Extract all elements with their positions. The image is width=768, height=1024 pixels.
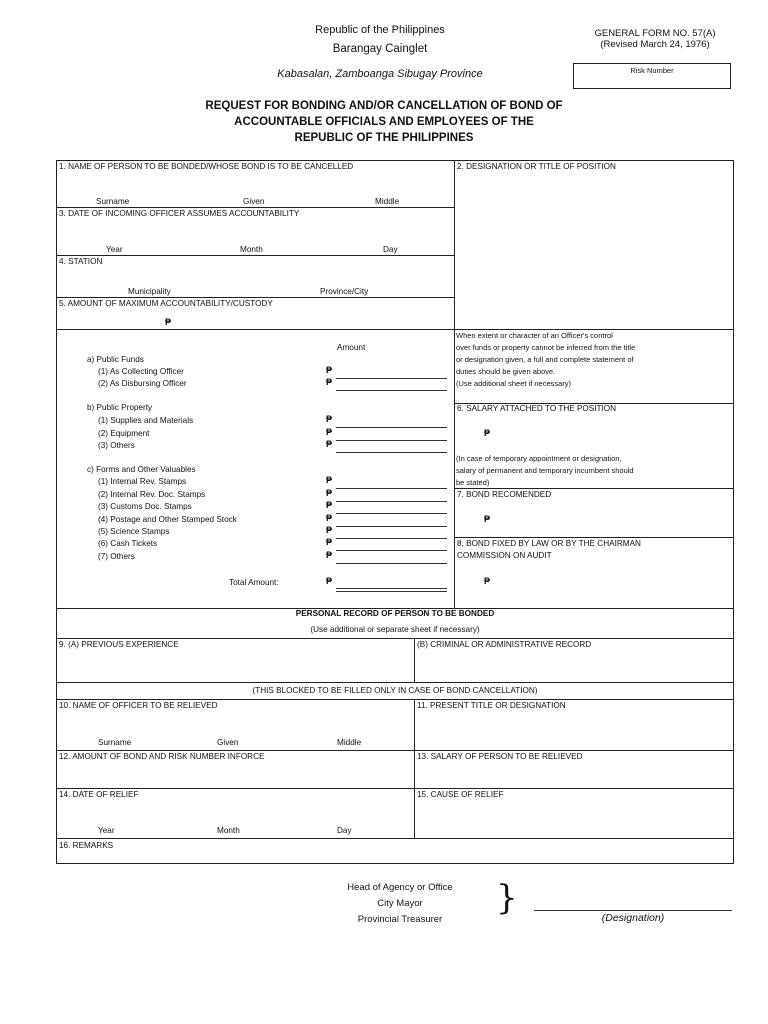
location: Kabasalan, Zamboanga Sibugay Province xyxy=(277,68,483,80)
field-8-label-2: COMMISSION ON AUDIT xyxy=(457,551,552,560)
peso-sign: ₱ xyxy=(326,377,333,387)
peso-sign: ₱ xyxy=(326,513,333,523)
note-1-line-1: When extent or character of an Officer's control xyxy=(456,331,613,340)
title-line-2: ACCOUNTABLE OFFICIALS AND EMPLOYEES OF THE xyxy=(234,116,534,128)
peso-sign: ₱ xyxy=(326,414,333,424)
signatory-line-1: Head of Agency or Office xyxy=(347,882,453,893)
field-3-month: Month xyxy=(240,245,263,254)
field-10-label: 10. NAME OF OFFICER TO BE RELIEVED xyxy=(59,701,218,710)
forms-valuables-label: c) Forms and Other Valuables xyxy=(87,465,196,474)
c4-label: (4) Postage and Other Stamped Stock xyxy=(98,515,237,524)
designation-signature-line[interactable] xyxy=(534,910,732,911)
field-9b-label: (B) CRIMINAL OR ADMINISTRATIVE RECORD xyxy=(417,640,592,649)
brace-icon: } xyxy=(496,878,518,918)
field-14-label: 14. DATE OF RELIEF xyxy=(59,790,139,799)
field-16-label: 16. REMARKS xyxy=(59,841,114,850)
risk-number-box[interactable] xyxy=(573,63,731,89)
total-amount-label: Total Amount: xyxy=(229,578,279,587)
peso-sign: ₱ xyxy=(165,317,172,327)
a2-label: (2) As Disbursing Officer xyxy=(98,379,187,388)
peso-sign: ₱ xyxy=(484,514,491,524)
field-10-given: Given xyxy=(217,738,239,747)
peso-sign: ₱ xyxy=(326,365,333,375)
c2-amount-line[interactable] xyxy=(336,501,447,502)
peso-sign: ₱ xyxy=(484,428,491,438)
total-double-underline xyxy=(336,591,447,592)
peso-sign: ₱ xyxy=(326,525,333,535)
field-4-province: Province/City xyxy=(320,287,369,296)
field-15-label: 15. CAUSE OF RELIEF xyxy=(417,790,504,799)
signatory-line-3: Provincial Treasurer xyxy=(357,914,443,925)
signatory-line-2: City Mayor xyxy=(377,898,423,909)
peso-sign: ₱ xyxy=(484,576,491,586)
peso-sign: ₱ xyxy=(326,576,333,586)
peso-sign: ₱ xyxy=(326,537,333,547)
country-title: Republic of the Philippines xyxy=(315,24,445,36)
c7-label: (7) Others xyxy=(98,552,135,561)
form-revised: (Revised March 24, 1976) xyxy=(600,39,710,50)
peso-sign: ₱ xyxy=(326,439,333,449)
field-8-label-1: 8. BOND FIXED BY LAW OR BY THE CHAIRMAN xyxy=(457,539,641,548)
field-6-label: 6. SALARY ATTACHED TO THE POSITION xyxy=(457,404,617,413)
personal-record-heading: PERSONAL RECORD OF PERSON TO BE BONDED xyxy=(295,609,495,618)
field-12-label: 12. AMOUNT OF BOND AND RISK NUMBER INFORCE xyxy=(59,752,265,761)
c2-label: (2) Internal Rev. Doc. Stamps xyxy=(98,490,206,499)
field-5-label: 5. AMOUNT OF MAXIMUM ACCOUNTABILITY/CUSTODY xyxy=(59,299,273,308)
b3-amount-line[interactable] xyxy=(336,452,447,453)
a2-amount-line[interactable] xyxy=(336,390,447,391)
note-1-line-4: duties should be given above. xyxy=(456,367,556,376)
peso-sign: ₱ xyxy=(326,475,333,485)
risk-number-label: Risk Number xyxy=(630,66,674,75)
c1-amount-line[interactable] xyxy=(336,488,447,489)
note-1-line-3: or designation given, a full and complete statement of xyxy=(456,355,634,364)
field-4-label: 4. STATION xyxy=(59,257,103,266)
field-1-label: 1. NAME OF PERSON TO BE BONDED/WHOSE BOND IS TO BE CANCELLED xyxy=(59,162,354,171)
public-funds-label: a) Public Funds xyxy=(87,355,144,364)
form-number: GENERAL FORM NO. 57(A) xyxy=(594,28,716,39)
c5-label: (5) Science Stamps xyxy=(98,527,170,536)
b2-label: (2) Equipment xyxy=(98,429,150,438)
peso-sign: ₱ xyxy=(326,550,333,560)
field-1-given: Given xyxy=(243,197,265,206)
peso-sign: ₱ xyxy=(326,500,333,510)
title-line-1: REQUEST FOR BONDING AND/OR CANCELLATION OF BOND OF xyxy=(205,100,563,112)
c7-amount-line[interactable] xyxy=(336,563,447,564)
c6-amount-line[interactable] xyxy=(336,550,447,551)
c3-label: (3) Customs Doc. Stamps xyxy=(98,502,192,511)
c1-label: (1) Internal Rev. Stamps xyxy=(98,477,187,486)
field-3-label: 3. DATE OF INCOMING OFFICER ASSUMES ACCOUNTABILITY xyxy=(59,209,300,218)
c4-amount-line[interactable] xyxy=(336,526,447,527)
field-13-label: 13. SALARY OF PERSON TO BE RELIEVED xyxy=(417,752,583,761)
b1-amount-line[interactable] xyxy=(336,427,447,428)
a1-label: (1) As Collecting Officer xyxy=(98,367,184,376)
b1-label: (1) Supplies and Materials xyxy=(98,416,194,425)
c5-amount-line[interactable] xyxy=(336,538,447,539)
note-1-line-5: (Use additional sheet if necessary) xyxy=(456,379,572,388)
field-4-municipality: Municipality xyxy=(128,287,171,296)
field-7-label: 7. BOND RECOMENDED xyxy=(457,490,552,499)
field-1-surname: Surname xyxy=(96,197,130,206)
field-10-surname: Surname xyxy=(98,738,132,747)
peso-sign: ₱ xyxy=(326,488,333,498)
field-11-label: 11. PRESENT TITLE OR DESIGNATION xyxy=(417,701,566,710)
cancellation-note: (THIS BLOCKED TO BE FILLED ONLY IN CASE OF BOND CANCELLATION) xyxy=(252,686,538,695)
c6-label: (6) Cash Tickets xyxy=(98,539,158,548)
note-2-line-1: (In case of temporary appointment or designation, xyxy=(456,454,622,463)
field-3-year: Year xyxy=(106,245,123,254)
amount-header: Amount xyxy=(337,343,366,352)
field-10-middle: Middle xyxy=(337,738,362,747)
personal-record-note: (Use additional or separate sheet if necessary) xyxy=(310,625,480,634)
c3-amount-line[interactable] xyxy=(336,513,447,514)
designation-label: (Designation) xyxy=(601,912,665,924)
a1-amount-line[interactable] xyxy=(336,378,447,379)
barangay-name: Barangay Cainglet xyxy=(332,43,428,55)
field-2-label: 2. DESIGNATION OR TITLE OF POSITION xyxy=(457,162,616,171)
public-property-label: b) Public Property xyxy=(87,403,153,412)
field-1-middle: Middle xyxy=(375,197,400,206)
b3-label: (3) Others xyxy=(98,441,135,450)
field-9a-label: 9. (A) PREVIOUS EXPERIENCE xyxy=(59,640,179,649)
field-3-day: Day xyxy=(383,245,398,254)
b2-amount-line[interactable] xyxy=(336,440,447,441)
field-14-day: Day xyxy=(337,826,352,835)
field-14-year: Year xyxy=(98,826,115,835)
note-2-line-3: be stated) xyxy=(456,478,490,487)
field-14-month: Month xyxy=(217,826,240,835)
title-line-3: REPUBLIC OF THE PHILIPPINES xyxy=(294,132,474,144)
peso-sign: ₱ xyxy=(326,427,333,437)
total-amount-line[interactable] xyxy=(336,588,447,589)
note-1-line-2: over funds or property cannot be inferred from the title xyxy=(456,343,636,352)
note-2-line-2: salary of permanent and temporary incumbent should xyxy=(456,466,634,475)
